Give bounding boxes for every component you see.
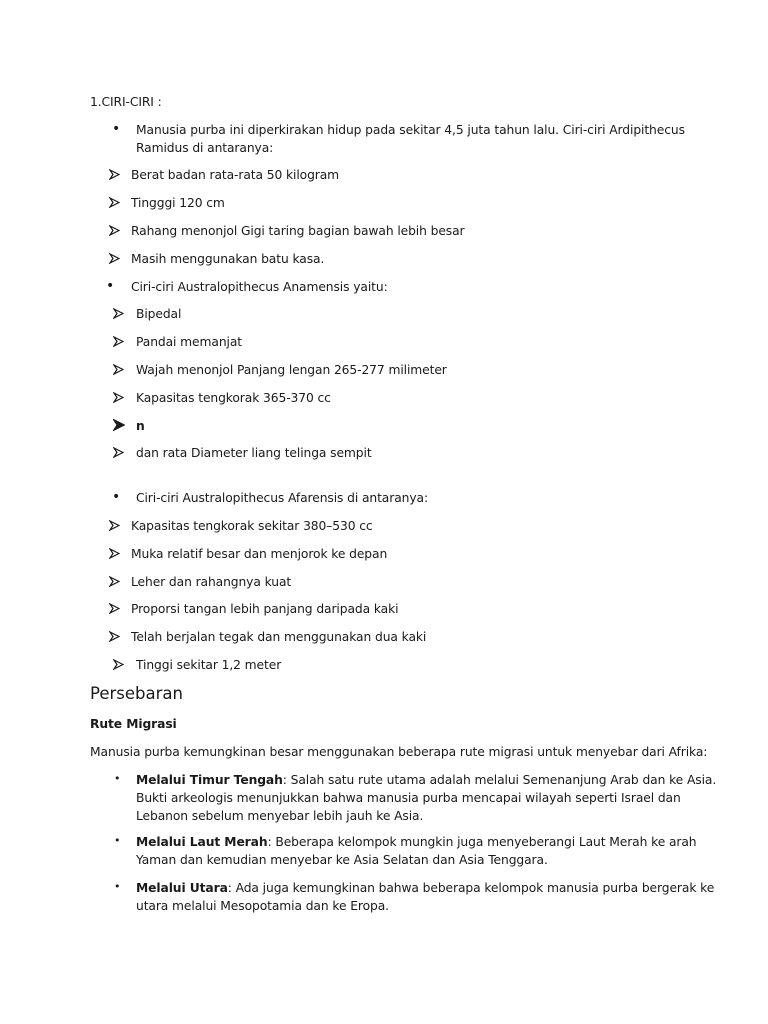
arrow-bullet-icon	[109, 197, 120, 208]
bullet-dot: •	[114, 880, 121, 893]
list-item: Masih menggunakan batu kasa.	[131, 252, 325, 266]
route-title: Melalui Laut Merah	[136, 835, 268, 849]
section-heading-persebaran: Persebaran	[90, 684, 183, 703]
route-text: : Salah satu rute utama adalah melalui Semenanjung Arab dan ke Asia.	[282, 773, 717, 787]
arrow-bullet-icon	[109, 631, 120, 642]
route-line	[136, 879, 714, 897]
route-line	[136, 771, 716, 789]
list-item: Leher dan rahangnya kuat	[131, 575, 292, 589]
list-item: Telah berjalan tegak dan menggunakan dua kaki	[131, 630, 427, 644]
list-item: Berat badan rata-rata 50 kilogram	[131, 168, 340, 182]
afarensis-intro: Ciri-ciri Australopithecus Afarensis di antaranya:	[136, 491, 428, 505]
ardipithecus-intro-line2: Ramidus di antaranya:	[136, 141, 274, 155]
route-text: : Beberapa kelompok mungkin juga menyeberangi Laut Merah ke arah	[267, 835, 697, 849]
arrow-bullet-icon	[109, 576, 120, 587]
list-item: Kapasitas tengkorak sekitar 380–530 cc	[131, 519, 373, 533]
section-heading-ciri-ciri: 1.CIRI-CIRI :	[90, 95, 162, 109]
route-title: Melalui Utara	[136, 881, 228, 895]
ardipithecus-intro-line1: Manusia purba ini diperkirakan hidup pada sekitar 4,5 juta tahun lalu. Ciri-ciri Ardipithecus	[136, 123, 685, 137]
route-line: Bukti arkeologis menunjukkan bahwa manusia purba mencapai wilayah seperti Israel dan	[136, 791, 681, 805]
list-item: n	[136, 419, 145, 433]
bullet-dot: •	[114, 772, 121, 785]
route-line: Lebanon sebelum menyebar lebih jauh ke Asia.	[136, 809, 424, 823]
arrow-bullet-icon	[109, 169, 120, 180]
list-item: Wajah menonjol Panjang lengan 265-277 milimeter	[136, 363, 447, 377]
bullet-dot: •	[114, 834, 121, 847]
arrow-bullet-icon	[113, 447, 124, 458]
list-item: dan rata Diameter liang telinga sempit	[136, 446, 372, 460]
anamensis-intro: Ciri-ciri Australopithecus Anamensis yaitu:	[131, 280, 388, 294]
list-item: Kapasitas tengkorak 365-370 cc	[136, 391, 331, 405]
arrow-bullet-icon	[113, 659, 124, 670]
list-item: Tinggi sekitar 1,2 meter	[136, 658, 282, 672]
route-line: Yaman dan kemudian menyebar ke Asia Selatan dan Asia Tenggara.	[136, 853, 548, 867]
arrow-bullet-icon	[113, 419, 124, 430]
list-item: Rahang menonjol Gigi taring bagian bawah lebih besar	[131, 224, 465, 238]
arrow-bullet-icon	[113, 392, 124, 403]
route-line: utara melalui Mesopotamia dan ke Eropa.	[136, 899, 389, 913]
arrow-bullet-icon	[109, 548, 120, 559]
bullet-dot: •	[112, 121, 121, 137]
list-item: Muka relatif besar dan menjorok ke depan	[131, 547, 388, 561]
arrow-bullet-icon	[113, 308, 124, 319]
bullet-dot: •	[106, 278, 115, 294]
route-title: Melalui Timur Tengah	[136, 773, 283, 787]
arrow-bullet-icon	[109, 225, 120, 236]
route-line	[136, 833, 697, 851]
paragraph-intro: Manusia purba kemungkinan besar menggunakan beberapa rute migrasi untuk menyebar dari Afrika:	[90, 745, 708, 759]
route-text: : Ada juga kemungkinan bahwa beberapa kelompok manusia purba bergerak ke	[227, 881, 715, 895]
arrow-bullet-icon	[113, 336, 124, 347]
list-item: Bipedal	[136, 307, 182, 321]
subheading-rute-migrasi: Rute Migrasi	[90, 717, 177, 731]
list-item: Pandai memanjat	[136, 335, 242, 349]
list-item: Proporsi tangan lebih panjang daripada kaki	[131, 602, 399, 616]
arrow-bullet-icon	[113, 364, 124, 375]
arrow-bullet-icon	[109, 520, 120, 531]
arrow-bullet-icon	[109, 253, 120, 264]
list-item: Tingggi 120 cm	[131, 196, 225, 210]
arrow-bullet-icon	[109, 603, 120, 614]
bullet-dot: •	[112, 489, 121, 505]
